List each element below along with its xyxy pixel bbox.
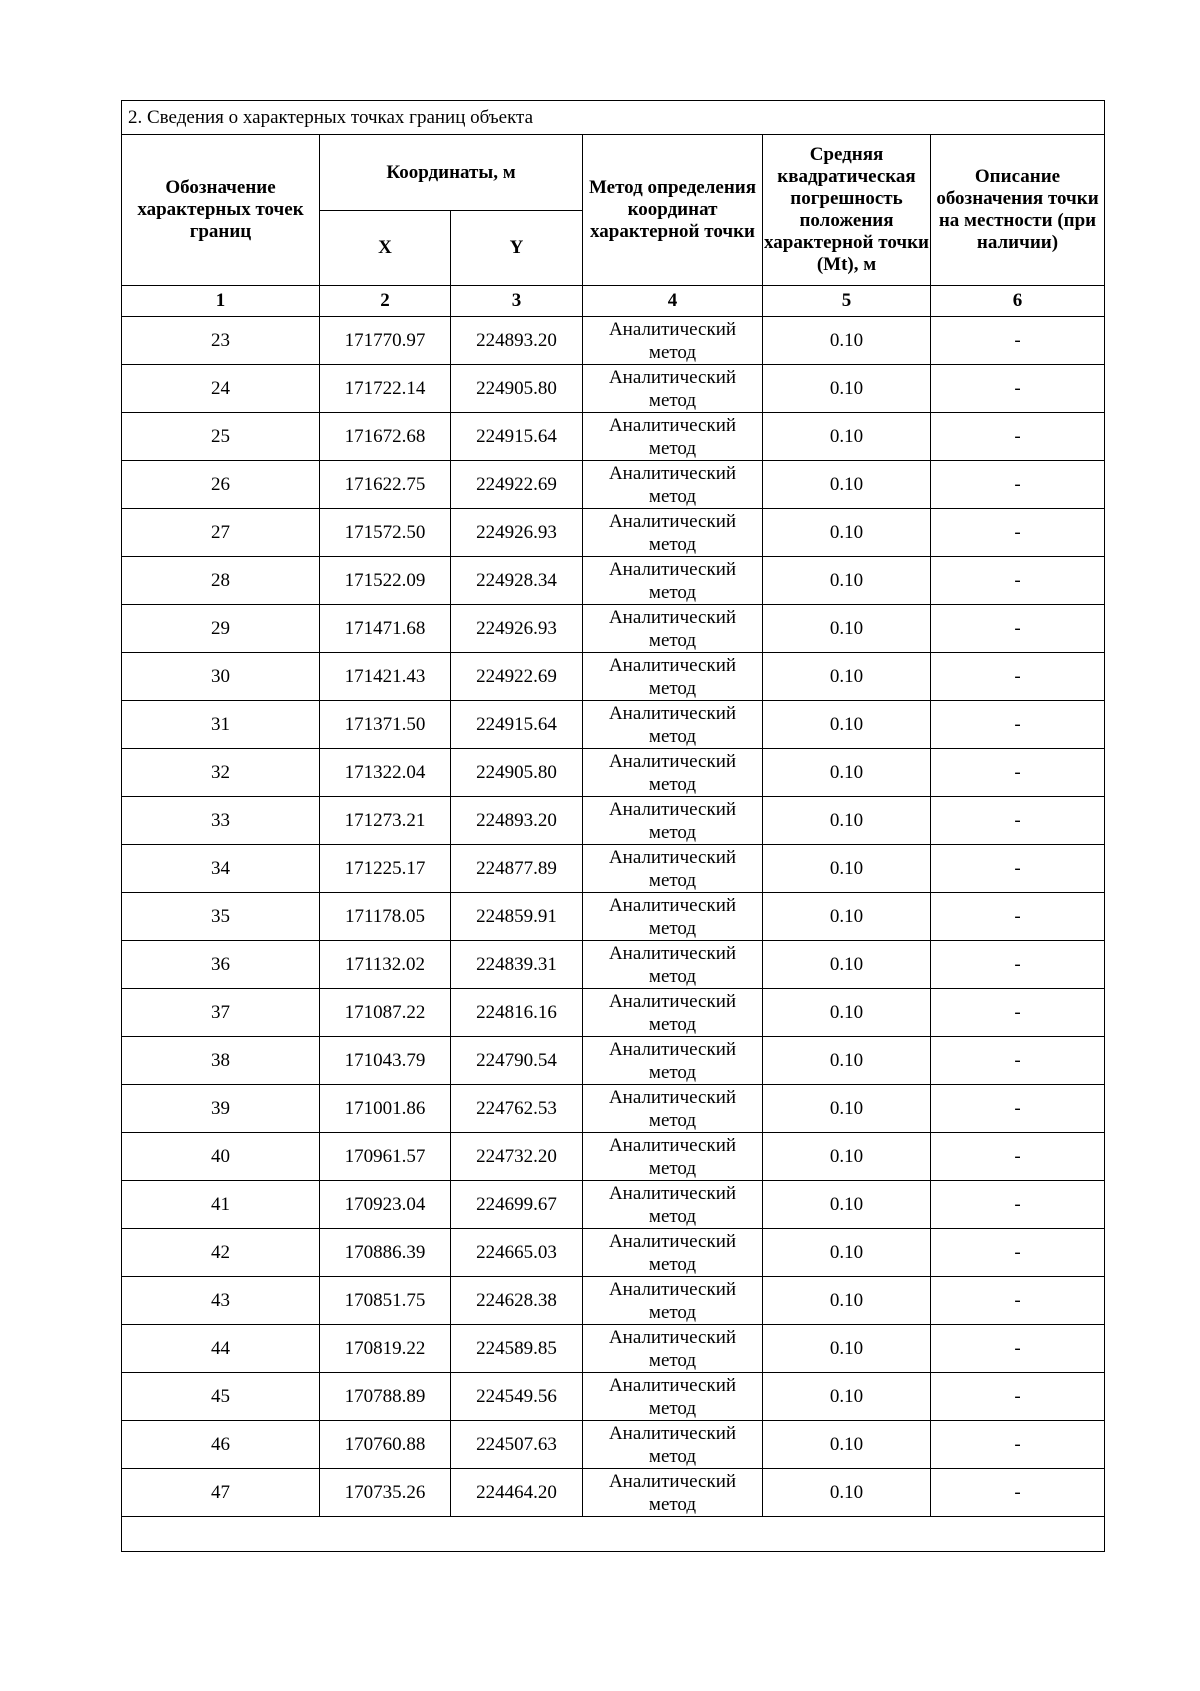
coord-x: 171572.50: [320, 509, 451, 557]
header-coordinates: Координаты, м: [320, 135, 583, 211]
method-line2: метод: [648, 629, 697, 651]
point-number: 23: [122, 317, 320, 365]
error-value: 0.10: [763, 1037, 931, 1085]
coord-x: 171087.22: [320, 989, 451, 1037]
error-value: 0.10: [763, 605, 931, 653]
coord-y: 224893.20: [451, 797, 583, 845]
point-number: 44: [122, 1325, 320, 1373]
description-value: -: [931, 1085, 1105, 1133]
description-value: -: [931, 605, 1105, 653]
point-number: 37: [122, 989, 320, 1037]
header-x: X: [320, 211, 451, 286]
table-row: [122, 461, 1105, 509]
description-value: -: [931, 1325, 1105, 1373]
method-line1: Аналитический: [608, 606, 737, 628]
method-line1: Аналитический: [608, 798, 737, 820]
point-number: 29: [122, 605, 320, 653]
coord-x: 170788.89: [320, 1373, 451, 1421]
error-value: 0.10: [763, 317, 931, 365]
coord-x: 171522.09: [320, 557, 451, 605]
method-line1: Аналитический: [608, 1470, 737, 1492]
footer-row: [122, 1517, 1105, 1552]
error-value: 0.10: [763, 1085, 931, 1133]
coord-x: 171001.86: [320, 1085, 451, 1133]
coord-y: 224839.31: [451, 941, 583, 989]
method-line1: Аналитический: [608, 702, 737, 724]
header-error: Средняя квадратическая погрешность положения характерной точки (Mt), м: [763, 135, 931, 286]
boundary-points-table: [121, 100, 1105, 1552]
method-line1: Аналитический: [608, 1374, 737, 1396]
method-cell: [583, 797, 763, 845]
point-number: 46: [122, 1421, 320, 1469]
coord-x: 171273.21: [320, 797, 451, 845]
coord-y: 224915.64: [451, 413, 583, 461]
description-value: -: [931, 461, 1105, 509]
method-line1: Аналитический: [608, 990, 737, 1012]
method-line2: метод: [648, 773, 697, 795]
method-line2: метод: [648, 725, 697, 747]
method-line2: метод: [648, 389, 697, 411]
table-row: [122, 1373, 1105, 1421]
method-cell: [583, 413, 763, 461]
table-row: [122, 1277, 1105, 1325]
method-line1: Аналитический: [608, 318, 737, 340]
coord-x: 170886.39: [320, 1229, 451, 1277]
error-value: 0.10: [763, 1229, 931, 1277]
error-value: 0.10: [763, 845, 931, 893]
method-line1: Аналитический: [608, 1182, 737, 1204]
description-value: -: [931, 701, 1105, 749]
method-cell: [583, 1037, 763, 1085]
coord-y: 224905.80: [451, 749, 583, 797]
description-value: -: [931, 1373, 1105, 1421]
error-value: 0.10: [763, 461, 931, 509]
method-cell: [583, 557, 763, 605]
method-cell: [583, 365, 763, 413]
method-line2: метод: [648, 1109, 697, 1131]
coord-y: 224589.85: [451, 1325, 583, 1373]
method-line1: Аналитический: [608, 366, 737, 388]
description-value: -: [931, 1277, 1105, 1325]
coord-y: 224926.93: [451, 509, 583, 557]
error-value: 0.10: [763, 1133, 931, 1181]
method-line2: метод: [648, 677, 697, 699]
point-number: 27: [122, 509, 320, 557]
method-cell: [583, 989, 763, 1037]
method-line1: Аналитический: [608, 510, 737, 532]
method-line2: метод: [648, 533, 697, 555]
method-cell: [583, 893, 763, 941]
description-value: -: [931, 749, 1105, 797]
table-row: [122, 941, 1105, 989]
point-number: 43: [122, 1277, 320, 1325]
description-value: -: [931, 509, 1105, 557]
coord-x: 171471.68: [320, 605, 451, 653]
method-cell: [583, 749, 763, 797]
method-line2: метод: [648, 965, 697, 987]
error-value: 0.10: [763, 557, 931, 605]
coord-y: 224665.03: [451, 1229, 583, 1277]
method-cell: [583, 1133, 763, 1181]
method-line1: Аналитический: [608, 462, 737, 484]
method-line2: метод: [648, 1253, 697, 1275]
method-cell: [583, 701, 763, 749]
footer-cell: [122, 1517, 1105, 1552]
method-line2: метод: [648, 1445, 697, 1467]
coord-x: 171722.14: [320, 365, 451, 413]
description-value: -: [931, 893, 1105, 941]
table-row: [122, 989, 1105, 1037]
method-cell: [583, 605, 763, 653]
coord-x: 171178.05: [320, 893, 451, 941]
method-line2: метод: [648, 1013, 697, 1035]
description-value: -: [931, 941, 1105, 989]
column-number: 2: [320, 286, 451, 317]
method-line2: метод: [648, 821, 697, 843]
coord-y: 224893.20: [451, 317, 583, 365]
coord-x: 171421.43: [320, 653, 451, 701]
method-cell: [583, 1181, 763, 1229]
method-cell: [583, 317, 763, 365]
coord-y: 224928.34: [451, 557, 583, 605]
table-row: [122, 605, 1105, 653]
error-value: 0.10: [763, 1181, 931, 1229]
error-value: 0.10: [763, 1469, 931, 1517]
description-value: -: [931, 797, 1105, 845]
point-number: 40: [122, 1133, 320, 1181]
point-number: 26: [122, 461, 320, 509]
error-value: 0.10: [763, 1421, 931, 1469]
method-cell: [583, 1229, 763, 1277]
description-value: -: [931, 413, 1105, 461]
method-line1: Аналитический: [608, 1086, 737, 1108]
coord-x: 170961.57: [320, 1133, 451, 1181]
point-number: 33: [122, 797, 320, 845]
description-value: -: [931, 1421, 1105, 1469]
column-number: 1: [122, 286, 320, 317]
method-line1: Аналитический: [608, 1230, 737, 1252]
method-line1: Аналитический: [608, 654, 737, 676]
method-line1: Аналитический: [608, 846, 737, 868]
coord-y: 224762.53: [451, 1085, 583, 1133]
coord-y: 224816.16: [451, 989, 583, 1037]
column-number: 6: [931, 286, 1105, 317]
table-row: [122, 797, 1105, 845]
coord-x: 171622.75: [320, 461, 451, 509]
coord-y: 224628.38: [451, 1277, 583, 1325]
table-row: [122, 509, 1105, 557]
header-method: Метод определения координат характерной точки: [583, 135, 763, 286]
coord-x: 170819.22: [320, 1325, 451, 1373]
method-line1: Аналитический: [608, 1278, 737, 1300]
error-value: 0.10: [763, 653, 931, 701]
coord-y: 224464.20: [451, 1469, 583, 1517]
coord-x: 171371.50: [320, 701, 451, 749]
error-value: 0.10: [763, 1373, 931, 1421]
coord-y: 224699.67: [451, 1181, 583, 1229]
method-cell: [583, 1373, 763, 1421]
coord-y: 224549.56: [451, 1373, 583, 1421]
point-number: 25: [122, 413, 320, 461]
header-description: Описание обозначения точки на местности (при наличии): [931, 135, 1105, 286]
coord-y: 224732.20: [451, 1133, 583, 1181]
column-numbers-row: [122, 286, 1105, 317]
table-row: [122, 1421, 1105, 1469]
method-line1: Аналитический: [608, 750, 737, 772]
table-row: [122, 557, 1105, 605]
section-title: 2. Сведения о характерных точках границ объекта: [122, 101, 1105, 135]
point-number: 39: [122, 1085, 320, 1133]
description-value: -: [931, 1037, 1105, 1085]
coord-y: 224905.80: [451, 365, 583, 413]
error-value: 0.10: [763, 1325, 931, 1373]
table-row: [122, 749, 1105, 797]
method-line2: метод: [648, 869, 697, 891]
error-value: 0.10: [763, 893, 931, 941]
method-line2: метод: [648, 1397, 697, 1419]
coord-y: 224877.89: [451, 845, 583, 893]
method-cell: [583, 461, 763, 509]
method-cell: [583, 1421, 763, 1469]
point-number: 24: [122, 365, 320, 413]
column-number: 4: [583, 286, 763, 317]
coord-x: 171225.17: [320, 845, 451, 893]
error-value: 0.10: [763, 413, 931, 461]
table-row: [122, 893, 1105, 941]
coord-y: 224859.91: [451, 893, 583, 941]
error-value: 0.10: [763, 797, 931, 845]
point-number: 38: [122, 1037, 320, 1085]
method-cell: [583, 845, 763, 893]
coord-x: 171672.68: [320, 413, 451, 461]
description-value: -: [931, 1181, 1105, 1229]
method-line2: метод: [648, 1301, 697, 1323]
table-row: [122, 1037, 1105, 1085]
description-value: -: [931, 1469, 1105, 1517]
table-row: [122, 1469, 1105, 1517]
coord-y: 224922.69: [451, 653, 583, 701]
description-value: -: [931, 1229, 1105, 1277]
method-line1: Аналитический: [608, 558, 737, 580]
table-row: [122, 1181, 1105, 1229]
table-row: [122, 365, 1105, 413]
error-value: 0.10: [763, 989, 931, 1037]
point-number: 31: [122, 701, 320, 749]
method-line2: метод: [648, 1061, 697, 1083]
point-number: 42: [122, 1229, 320, 1277]
table-row: [122, 413, 1105, 461]
coord-x: 170760.88: [320, 1421, 451, 1469]
table-row: [122, 317, 1105, 365]
error-value: 0.10: [763, 749, 931, 797]
method-line2: метод: [648, 437, 697, 459]
method-line2: метод: [648, 341, 697, 363]
method-cell: [583, 1277, 763, 1325]
coord-x: 170851.75: [320, 1277, 451, 1325]
method-line2: метод: [648, 917, 697, 939]
coord-x: 171770.97: [320, 317, 451, 365]
description-value: -: [931, 989, 1105, 1037]
coord-x: 171132.02: [320, 941, 451, 989]
method-cell: [583, 1469, 763, 1517]
method-line2: метод: [648, 485, 697, 507]
header-designation: Обозначение характерных точек границ: [122, 135, 320, 286]
table-row: [122, 1085, 1105, 1133]
coord-x: 170735.26: [320, 1469, 451, 1517]
description-value: -: [931, 557, 1105, 605]
point-number: 28: [122, 557, 320, 605]
method-line1: Аналитический: [608, 1038, 737, 1060]
table-row: [122, 1229, 1105, 1277]
column-number: 5: [763, 286, 931, 317]
coord-x: 171043.79: [320, 1037, 451, 1085]
column-number: 3: [451, 286, 583, 317]
point-number: 41: [122, 1181, 320, 1229]
coord-y: 224507.63: [451, 1421, 583, 1469]
method-line1: Аналитический: [608, 894, 737, 916]
method-line1: Аналитический: [608, 1134, 737, 1156]
method-line2: метод: [648, 1349, 697, 1371]
coord-x: 171322.04: [320, 749, 451, 797]
table-row: [122, 701, 1105, 749]
error-value: 0.10: [763, 941, 931, 989]
table-row: [122, 1325, 1105, 1373]
method-line1: Аналитический: [608, 942, 737, 964]
method-line2: метод: [648, 1205, 697, 1227]
description-value: -: [931, 365, 1105, 413]
method-line1: Аналитический: [608, 1422, 737, 1444]
coord-y: 224926.93: [451, 605, 583, 653]
error-value: 0.10: [763, 701, 931, 749]
point-number: 35: [122, 893, 320, 941]
description-value: -: [931, 653, 1105, 701]
table-row: [122, 653, 1105, 701]
description-value: -: [931, 845, 1105, 893]
method-line2: метод: [648, 1157, 697, 1179]
method-cell: [583, 1085, 763, 1133]
point-number: 47: [122, 1469, 320, 1517]
coord-y: 224922.69: [451, 461, 583, 509]
method-line1: Аналитический: [608, 1326, 737, 1348]
method-cell: [583, 941, 763, 989]
point-number: 30: [122, 653, 320, 701]
point-number: 34: [122, 845, 320, 893]
method-cell: [583, 509, 763, 557]
description-value: -: [931, 317, 1105, 365]
coord-y: 224790.54: [451, 1037, 583, 1085]
error-value: 0.10: [763, 509, 931, 557]
header-y: Y: [451, 211, 583, 286]
description-value: -: [931, 1133, 1105, 1181]
method-cell: [583, 653, 763, 701]
point-number: 36: [122, 941, 320, 989]
method-cell: [583, 1325, 763, 1373]
method-line2: метод: [648, 1493, 697, 1515]
coord-x: 170923.04: [320, 1181, 451, 1229]
method-line1: Аналитический: [608, 414, 737, 436]
point-number: 45: [122, 1373, 320, 1421]
error-value: 0.10: [763, 365, 931, 413]
table-row: [122, 1133, 1105, 1181]
coord-y: 224915.64: [451, 701, 583, 749]
error-value: 0.10: [763, 1277, 931, 1325]
method-line2: метод: [648, 581, 697, 603]
point-number: 32: [122, 749, 320, 797]
table-row: [122, 845, 1105, 893]
